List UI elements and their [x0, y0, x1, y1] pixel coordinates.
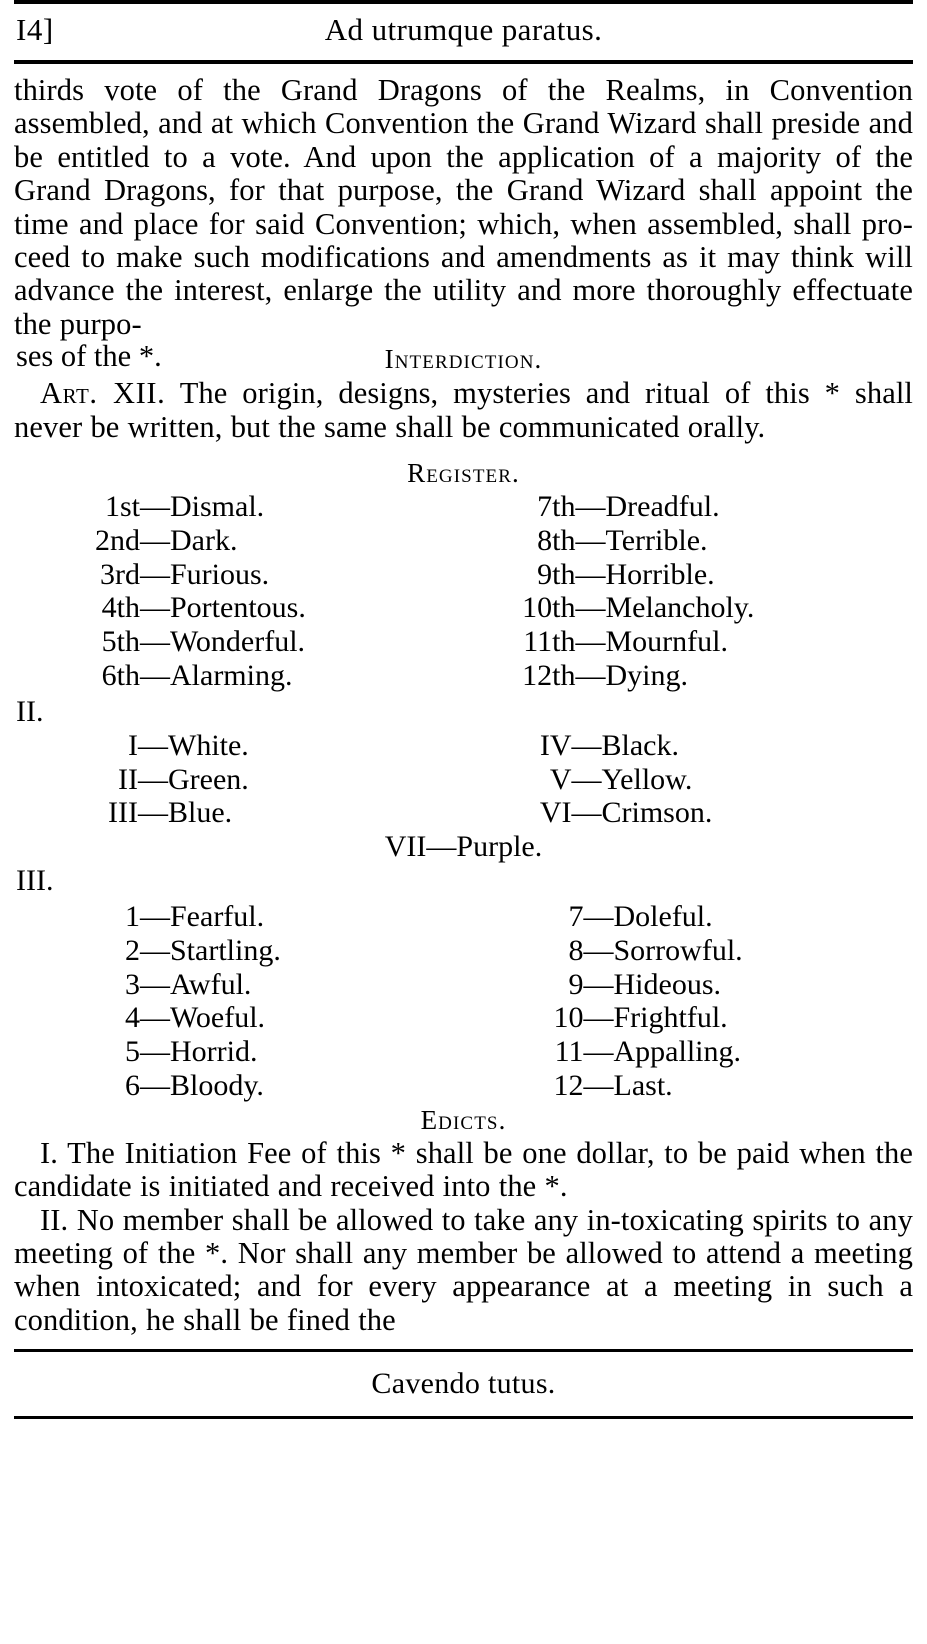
list-item-number: 11th	[523, 625, 576, 659]
list-item	[510, 934, 914, 968]
list-item-label: Dark.	[170, 523, 238, 557]
section-two-right-column	[464, 729, 914, 830]
list-item-dash: —	[583, 900, 614, 934]
list-item-dash: —	[140, 967, 170, 1001]
list-item-dash: —	[583, 1035, 614, 1069]
paragraph-continued: thirds vote of the Grand Dragons of the Realms, in Convention assembled, and at which Convention the Grand Wizard shall preside and be entitled to a vote. And upon the application of a majority of the Grand Dragons, for that purpose, the Grand Wizard shall appoint the time and place for said Convention; which, when assembled, shall pro-ceed to make such modifications and amendments as it may think will advance the interest, enlarge the utility and more thoroughly effectuate the purpo-	[14, 73, 913, 341]
list-item-number: 5	[125, 1035, 140, 1069]
list-item-number: 10th	[522, 591, 576, 625]
list-item	[510, 1035, 914, 1069]
section-two-centered-entry: VII—Purple.	[384, 830, 543, 864]
list-item	[502, 524, 914, 558]
list-item	[76, 796, 464, 830]
edicts-heading: Edicts.	[420, 1104, 507, 1135]
list-item	[510, 968, 914, 1002]
list-item-label: Alarming.	[170, 659, 293, 693]
list-item-dash: —	[140, 1001, 170, 1035]
footer-rule-bottom	[14, 1416, 913, 1419]
list-item-dash: —	[140, 523, 170, 557]
list-item	[66, 524, 464, 558]
list-item-number: 3	[125, 967, 140, 1001]
list-item-label: Dreadful.	[605, 490, 720, 524]
list-item-dash: —	[140, 1069, 170, 1103]
list-item-label: Green.	[168, 762, 249, 796]
list-item	[510, 900, 914, 934]
list-item-number: 11	[554, 1035, 584, 1069]
list-item-label: Terrible.	[605, 523, 708, 557]
list-item-label: Crimson.	[601, 796, 713, 830]
list-item-number: IV	[539, 728, 572, 762]
list-item-number: II	[118, 762, 138, 796]
list-item	[66, 490, 464, 524]
list-item	[502, 490, 914, 524]
section-three-left-column	[14, 900, 464, 1103]
list-item-number: 8th	[537, 523, 576, 557]
list-item-dash: —	[138, 796, 168, 830]
page-folio: I4]	[16, 12, 54, 47]
section-three	[14, 830, 913, 1103]
list-item-dash: —	[575, 557, 606, 591]
list-item-number: 12th	[522, 659, 576, 693]
list-item-number: 8	[568, 933, 584, 967]
list-item-label: Furious.	[170, 557, 270, 591]
list-item	[510, 1069, 914, 1103]
list-item-label: Appalling.	[613, 1035, 741, 1069]
paragraph-continued-tail: ses of the *.	[16, 339, 162, 374]
list-item-dash: —	[571, 796, 602, 830]
section-two-left-column	[14, 729, 464, 830]
list-item-number: 7	[568, 900, 584, 934]
section-three-right-column	[464, 900, 914, 1103]
section-three-marker: III.	[16, 864, 54, 898]
list-item	[76, 763, 464, 797]
list-item-label: Dying.	[605, 659, 688, 693]
list-item-number: 12	[553, 1069, 584, 1103]
list-item-label: Portentous.	[170, 591, 306, 625]
list-item	[66, 934, 464, 968]
register-list	[14, 490, 913, 693]
list-item-number: 7th	[537, 490, 576, 524]
list-item	[502, 659, 914, 693]
list-item-label: Hideous.	[613, 967, 721, 1001]
list-item-dash: —	[583, 933, 614, 967]
list-item-label: Wonderful.	[170, 625, 306, 659]
interdiction-heading-row	[14, 341, 913, 377]
list-item-label: Melancholy.	[605, 591, 755, 625]
list-item-dash: —	[140, 625, 170, 659]
list-item-label: Horrible.	[605, 557, 715, 591]
list-item-number: 2	[125, 933, 140, 967]
article-12-text: The origin, designs, mysteries and ritual of this * shall never be written, but the same shall be communicated orally.	[14, 376, 913, 444]
section-two	[14, 695, 913, 830]
list-item-dash: —	[575, 659, 606, 693]
list-item-number: 1	[125, 900, 140, 934]
list-item-number: 4	[125, 1001, 140, 1035]
list-item-label: Yellow.	[601, 762, 693, 796]
edicts-item-2: II. No member shall be allowed to take any in-toxicating spirits to any meeting of the *. Nor shall any member be allowed to attend a meeting when intoxicated; and for every appearance at a meeting in such a condition, he shall be fined the	[14, 1202, 913, 1337]
list-item-number: 1st	[104, 490, 140, 524]
list-item	[76, 729, 464, 763]
list-item-dash: —	[571, 762, 602, 796]
list-item-label: Fearful.	[170, 900, 265, 934]
running-head	[14, 4, 913, 60]
edicts-item-1: I. The Initiation Fee of this * shall be one dollar, to be paid when the candidate is initiated and received into the *.	[14, 1135, 913, 1204]
list-item-label: Last.	[613, 1069, 673, 1103]
list-item-dash: —	[575, 625, 606, 659]
list-item-dash: —	[140, 490, 170, 524]
list-item-label: Woeful.	[170, 1001, 266, 1035]
list-item-dash: —	[140, 659, 170, 693]
register-heading: Register.	[407, 458, 520, 489]
list-item-number: 6	[125, 1069, 140, 1103]
article-12-paragraph	[14, 377, 913, 444]
running-head-title: Ad utrumque paratus.	[324, 12, 603, 47]
list-item-number: V	[549, 762, 572, 796]
list-item	[510, 763, 914, 797]
list-item-label: Doleful.	[613, 900, 713, 934]
list-item	[502, 558, 914, 592]
list-item-label: Mournful.	[605, 625, 728, 659]
list-item-dash: —	[575, 591, 606, 625]
list-item	[66, 900, 464, 934]
list-item	[510, 1001, 914, 1035]
list-item-label: Bloody.	[170, 1069, 264, 1103]
list-item-label: Dismal.	[170, 490, 265, 524]
list-item	[66, 1001, 464, 1035]
list-item-dash: —	[138, 762, 168, 796]
list-item-label: White.	[168, 728, 249, 762]
section-two-marker: II.	[16, 694, 44, 728]
list-item	[510, 796, 914, 830]
list-item-dash: —	[571, 728, 602, 762]
list-item-label: Horrid.	[170, 1035, 258, 1069]
list-item-label: Frightful.	[613, 1001, 728, 1035]
list-item-label: Startling.	[170, 933, 281, 967]
list-item-number: III	[108, 796, 138, 830]
list-item-dash: —	[138, 728, 168, 762]
list-item-number: 4th	[101, 591, 140, 625]
register-right-column	[464, 490, 914, 693]
list-item-label: Awful.	[170, 967, 252, 1001]
list-item-number: 2nd	[95, 523, 140, 557]
interdiction-heading: Interdiction.	[384, 344, 543, 375]
register-left-column	[14, 490, 464, 693]
list-item	[66, 591, 464, 625]
list-item	[502, 591, 914, 625]
list-item	[66, 558, 464, 592]
list-item	[502, 625, 914, 659]
list-item-label: Blue.	[168, 796, 233, 830]
list-item-dash: —	[140, 900, 170, 934]
list-item-number: 9th	[537, 557, 576, 591]
list-item-dash: —	[583, 1069, 614, 1103]
list-item-label: Black.	[601, 728, 679, 762]
list-item-dash: —	[140, 557, 170, 591]
list-item	[66, 968, 464, 1002]
list-item-dash: —	[575, 523, 606, 557]
list-item-number: 10	[553, 1001, 584, 1035]
list-item-number: 6th	[101, 659, 140, 693]
list-item-number: 9	[568, 967, 584, 1001]
list-item-number: 3rd	[100, 557, 140, 591]
article-12-label: Art. XII.	[40, 376, 166, 411]
list-item	[66, 1069, 464, 1103]
list-item	[66, 625, 464, 659]
list-item	[510, 729, 914, 763]
footer-motto: Cavendo tutus.	[371, 1367, 556, 1401]
list-item-dash: —	[140, 1035, 170, 1069]
list-item	[66, 659, 464, 693]
list-item-dash: —	[575, 490, 606, 524]
list-item-label: Sorrowful.	[613, 933, 743, 967]
list-item-dash: —	[583, 967, 614, 1001]
list-item-dash: —	[140, 933, 170, 967]
list-item-number: 5th	[101, 625, 140, 659]
list-item-dash: —	[583, 1001, 614, 1035]
list-item-number: VI	[539, 796, 572, 830]
list-item	[66, 1035, 464, 1069]
list-item-dash: —	[140, 591, 170, 625]
list-item-number: I	[128, 728, 138, 762]
